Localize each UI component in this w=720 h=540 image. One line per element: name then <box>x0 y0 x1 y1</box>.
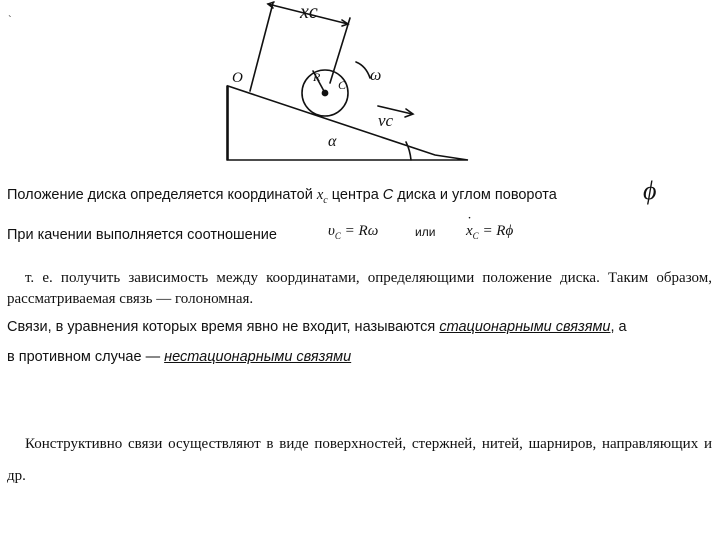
position-paragraph <box>7 186 712 210</box>
var-x: x <box>316 187 324 203</box>
p4-text-before: Связи, в уравнения которых время явно не входит, называются <box>7 319 440 335</box>
xc-left-extension <box>250 3 273 91</box>
nonstationary-constraints-link[interactable]: нестационарными связями <box>164 349 352 365</box>
formula-velocity <box>328 223 378 241</box>
stationary-paragraph-line2 <box>7 348 712 366</box>
xc-right-extension <box>330 18 350 83</box>
label-xc: xc <box>300 1 318 23</box>
p4-text-after: , а <box>610 319 627 335</box>
var-x-sub: c <box>323 194 328 206</box>
rolling-disk-figure <box>210 0 480 170</box>
p2-text: При качении выполняется соотношение <box>7 227 277 243</box>
p4-line2-before: в противном случае — <box>7 349 165 365</box>
formula2-var: ˙ x <box>466 223 473 240</box>
var-c: С <box>382 187 394 203</box>
formula1-sub: C <box>334 231 341 241</box>
formula2-rhs: = Rϕ <box>478 223 514 239</box>
formula2-sub: C <box>472 231 479 241</box>
phi-symbol: ϕ <box>643 176 657 205</box>
p1-text-mid: центра <box>327 187 383 203</box>
label-c: C <box>338 78 347 92</box>
p1-text-before: Положение диска определяется координатой <box>7 187 317 203</box>
p1-text-after: диска и углом поворота <box>393 187 557 203</box>
label-alpha: α <box>328 133 337 150</box>
formula1-rhs: = Rω <box>340 223 379 239</box>
label-r: R <box>313 70 321 84</box>
label-omega: ω <box>370 67 382 84</box>
corner-mark: ` <box>8 14 12 26</box>
label-vc: vc <box>378 111 394 130</box>
alpha-arc <box>406 142 411 160</box>
constructive-paragraph: Конструктивно связи осуществляют в виде поверхностей, стержней, нитей, шарниров, направляющих и др. <box>7 436 712 484</box>
formula1-var: υ <box>328 223 335 239</box>
holonomic-paragraph: т. е. получить зависимость между координатами, определяющими положение диска. Таким образом, рассматриваемая связь — голономная. <box>7 270 712 307</box>
stationary-constraints-link[interactable]: стационарными связями <box>439 319 611 335</box>
or-label: или <box>415 225 436 239</box>
stationary-paragraph-line1 <box>7 318 712 336</box>
omega-arrow <box>356 62 370 78</box>
label-o: O <box>232 70 243 86</box>
formula-coordinate <box>466 223 513 241</box>
